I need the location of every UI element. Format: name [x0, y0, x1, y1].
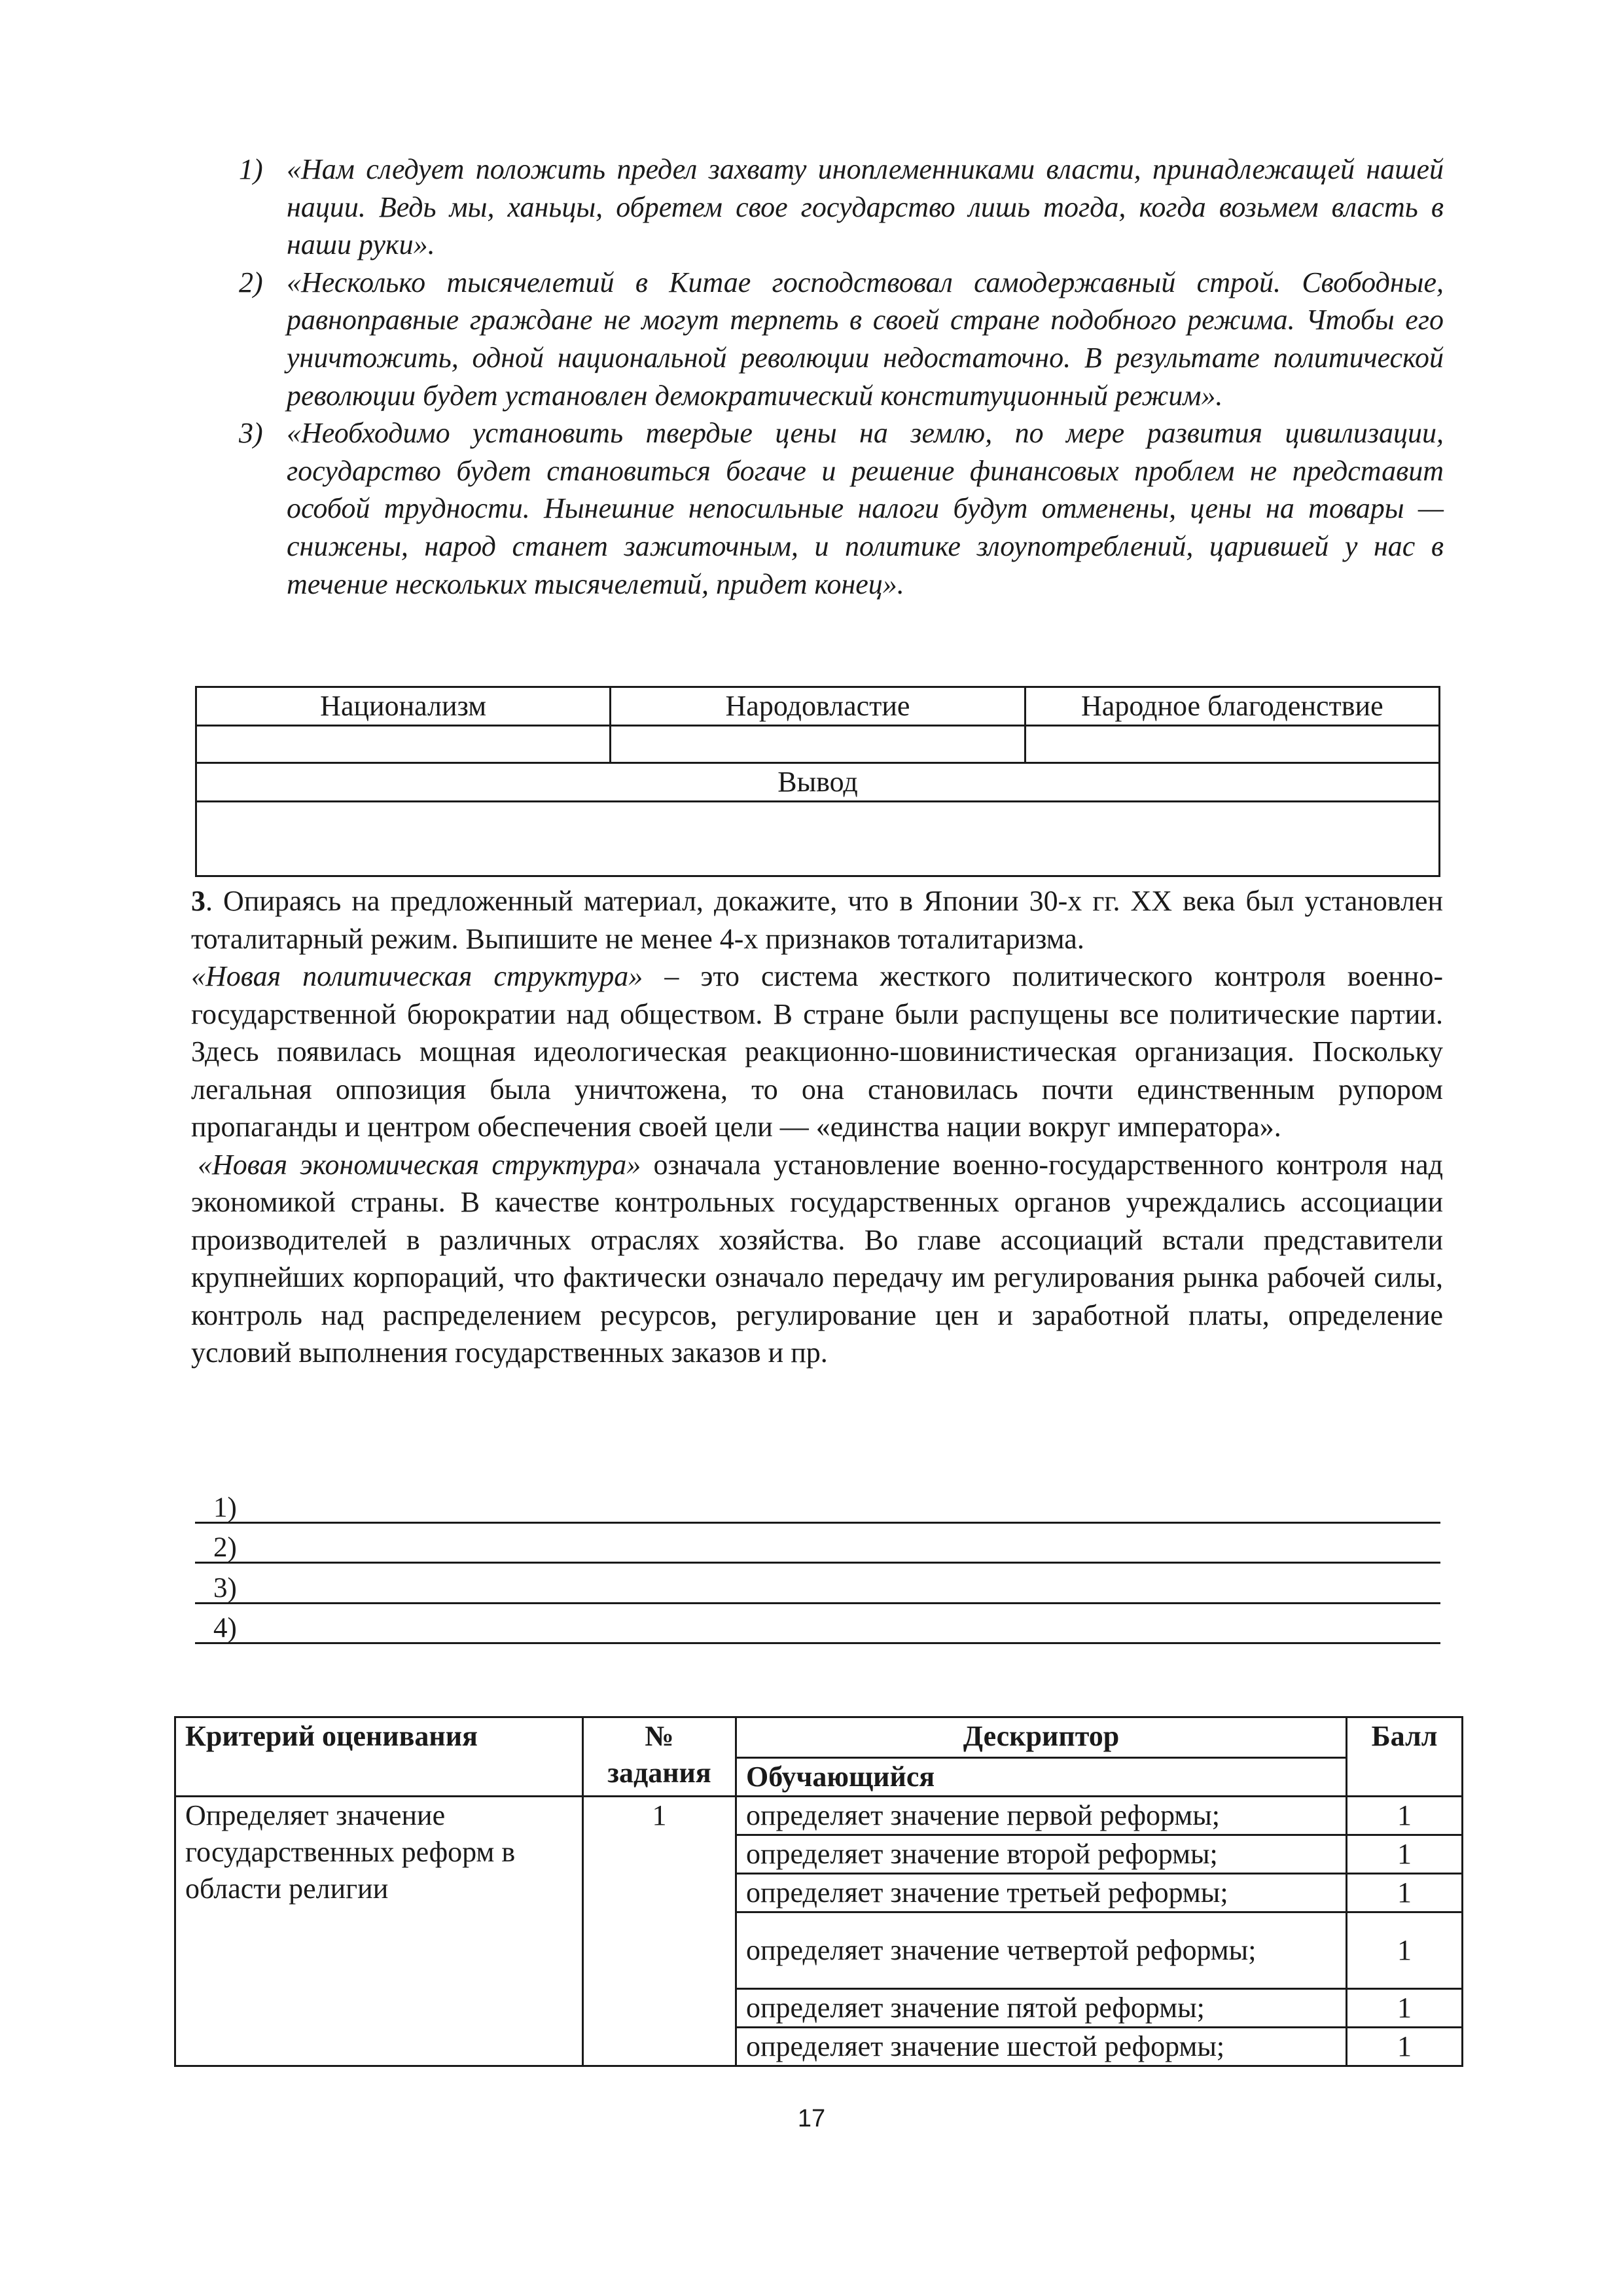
criterion-cell: Определяет значение государственных реформ в области религии — [175, 1797, 583, 2066]
task3-block — [191, 882, 1443, 1372]
criteria-table — [174, 1716, 1463, 2067]
score-cell: 1 — [1347, 1835, 1463, 1874]
answer-line[interactable] — [195, 1564, 1440, 1604]
task3-paragraph-political: «Новая политическая структура» – это система жесткого политического контроля военно-государственной бюрократии над обществом. В стране были распущены все политические партии. Здесь появилась мощная идеологическая реакционно-шовинистическая организация. Поскольку легальная оппозиция была уничтожена, то она становилась почти единственным рупором пропаганды и центром обеспечения своей цели — «единства нации вокруг императора». — [191, 960, 1443, 1143]
page-number: 17 — [797, 2105, 826, 2132]
descriptor-cell: определяет значение третьей реформы; — [736, 1874, 1347, 1912]
score-header: Балл — [1347, 1717, 1463, 1797]
quote-text: «Нам следует положить предел захвату иноплеменниками власти, принадлежащей нашей нации. Ведь мы, ханьцы, обретем свое государство лишь тогда, когда возьмем власть в наши руки». — [287, 153, 1444, 261]
quote-number: 3) — [239, 417, 263, 450]
task3-paragraph-economic: «Новая экономическая структура» означала установление военно-государственного контроля над экономикой страны. В качестве контрольных государственных органов учреждались ассоциации производителей в различных отраслях хозяйства. Во главе ассоциаций встали представители крупнейших корпораций, что фактически означало передачу им регулирования рынка рабочей силы, контроль над распределением ресурсов, регулирование цен и заработной платы, определение условий выполнения государственных заказов и пр. — [191, 1148, 1443, 1369]
descriptor-cell: определяет значение шестой реформы; — [736, 2028, 1347, 2066]
quote-number: 2) — [239, 266, 263, 298]
score-cell: 1 — [1347, 1912, 1463, 1989]
term-economic-structure: «Новая экономическая структура» — [198, 1148, 641, 1181]
principles-header-cell: Народовластие — [611, 687, 1025, 726]
principles-answer-cell[interactable] — [196, 726, 611, 763]
descriptor-cell: определяет значение первой реформы; — [736, 1797, 1347, 1835]
answer-lines — [195, 1483, 1440, 1644]
criterion-header: Критерий оценивания — [175, 1717, 583, 1797]
principles-answer-cell[interactable] — [611, 726, 1025, 763]
descriptor-cell: определяет значение четвертой реформы; — [736, 1912, 1347, 1989]
score-cell: 1 — [1347, 1874, 1463, 1912]
task-number-header: № задания — [583, 1717, 736, 1797]
answer-line-number: 4) — [213, 1613, 237, 1643]
task3-prompt: 3. Опираясь на предложенный материал, докажите, что в Японии 30-х гг. XX века был установлен тоталитарный режим. Выпишите не менее 4-х признаков тоталитаризма. — [191, 885, 1443, 955]
task-number-cell: 1 — [583, 1797, 736, 2066]
descriptor-cell: определяет значение пятой реформы; — [736, 1989, 1347, 2028]
quote-item — [190, 414, 1444, 603]
score-cell: 1 — [1347, 1989, 1463, 2028]
principles-table — [195, 686, 1440, 877]
answer-line-number: 1) — [213, 1492, 237, 1523]
quote-item — [190, 151, 1444, 264]
descriptor-header: Дескриптор — [736, 1717, 1347, 1758]
answer-line[interactable] — [195, 1604, 1440, 1645]
task3-number: 3 — [191, 885, 205, 917]
quote-text: «Несколько тысячелетий в Китае господствовал самодержавный строй. Свободные, равноправные граждане не могут терпеть в своей стране подобного режима. Чтобы его уничтожить, одной национальной революции недостаточно. В результате политической революции будет установлен демократический конституционный режим». — [287, 266, 1444, 412]
quote-number: 1) — [239, 153, 263, 185]
term-political-structure: «Новая политическая структура» — [191, 960, 643, 992]
answer-line-number: 2) — [213, 1532, 237, 1563]
score-cell: 1 — [1347, 1797, 1463, 1835]
principles-header-cell: Народное благоденствие — [1025, 687, 1439, 726]
descriptor-cell: определяет значение второй реформы; — [736, 1835, 1347, 1874]
quote-item — [190, 264, 1444, 414]
principles-header-cell: Национализм — [196, 687, 611, 726]
quote-list — [190, 151, 1444, 603]
score-cell: 1 — [1347, 2028, 1463, 2066]
principles-answer-cell[interactable] — [1025, 726, 1439, 763]
answer-line[interactable] — [195, 1524, 1440, 1564]
answer-line-number: 3) — [213, 1572, 237, 1604]
conclusion-answer-cell[interactable] — [196, 802, 1440, 876]
answer-line[interactable] — [195, 1483, 1440, 1524]
quote-text: «Необходимо установить твердые цены на землю, по мере развития цивилизации, государство будет становиться богаче и решение финансовых проблем не представит особой трудности. Нынешние непосильные налоги будут отменены, цены на товары — снижены, народ станет зажиточным, и политике злоупотреблений, царившей у нас в течение нескольких тысячелетий, придет конец». — [287, 417, 1444, 600]
learner-subheader: Обучающийся — [736, 1758, 1347, 1797]
conclusion-label: Вывод — [196, 763, 1440, 802]
